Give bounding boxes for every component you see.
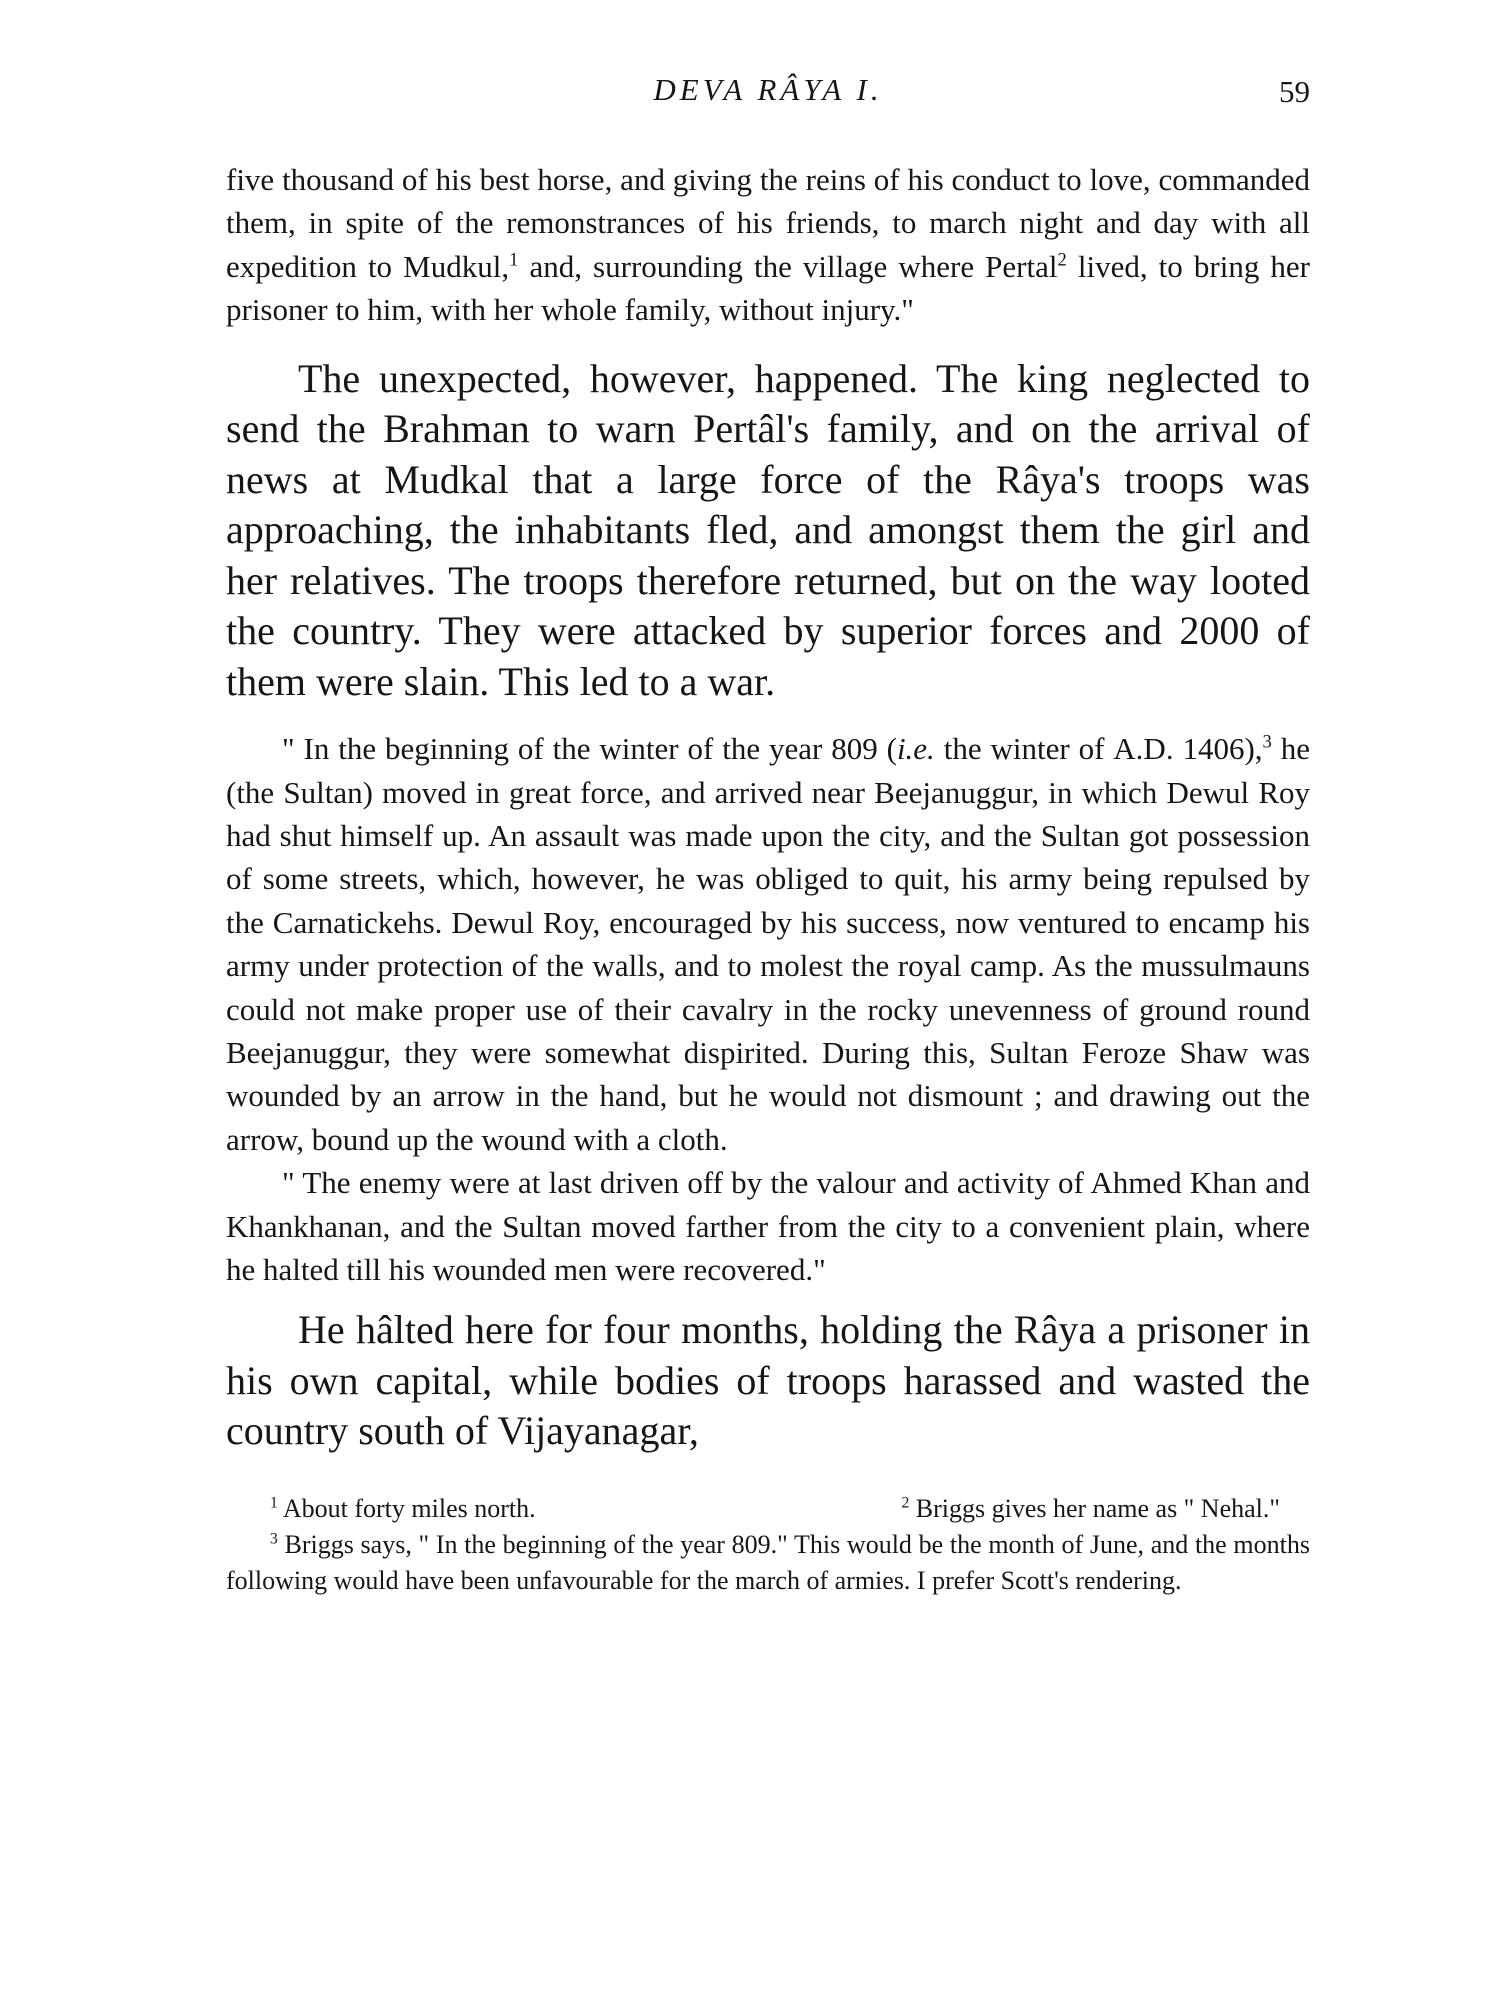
quote-passage-1 [226, 158, 1310, 332]
quote-2-text-b: the winter of [934, 731, 1114, 767]
quote-1-text-c: lived, to bring her prisoner to him, with her whole family, without injury." [226, 248, 1310, 328]
quote-1-text-b: and, surrounding the village where Pertal [518, 248, 1058, 284]
footnote-2 [902, 1491, 1281, 1527]
running-title: DEVA RÂYA I. [653, 72, 883, 107]
footnote-1 [270, 1491, 536, 1527]
footnote-row [226, 1491, 1310, 1527]
footnote-3-mark: 3 [270, 1530, 278, 1548]
footnotes [226, 1491, 1310, 1599]
body-paragraph-2: He hâlted here for four months, holding the Râya a prisoner in his own capital, while bodies of troops harassed and wasted the country south of Vijayanagar, [226, 1307, 1310, 1454]
quote-2-ad: A.D. [1113, 731, 1174, 767]
footnote-marker-1: 1 [509, 249, 519, 271]
footnote-1-text: About forty miles north. [277, 1493, 536, 1523]
running-head [226, 72, 1310, 116]
page-number: 59 [1279, 74, 1310, 109]
quote-passage-2 [226, 727, 1310, 1161]
quote-2-text-a: " In the beginning of the winter of the year 809 ( [282, 731, 897, 767]
footnote-3-text: Briggs says, " In the beginning of the year 809." This would be the month of June, and the months following would have been unfavourable for the march of armies. I prefer Scott's rendering. [226, 1529, 1310, 1595]
footnote-2-text: Briggs gives her name as " Nehal." [909, 1493, 1280, 1523]
body-paragraph-1: The unexpected, however, happened. The king neglected to send the Brahman to warn Pertâl's family, and on the arrival of news at Mudkal that a large force of the Râya's troops was approaching, the inhabitants fled, and amongst them the girl and her relatives. The troops therefore returned, but on the way looted the country. They were attacked by superior forces and 2000 of them were slain. This led to a war. [226, 355, 1310, 704]
quote-2-text-d: he (the Sultan) moved in great force, and arrived near Beejanuggur, in which Dewul Roy had shut himself up. An assault was made upon the city, and the Sultan got possession of some streets, which, however, he was obliged to quit, his army being repulsed by the Carnatickehs. Dewul Roy, encouraged by his success, now ventured to encamp his army under protection of the walls, and to molest the royal camp. As the mussulmauns could not make proper use of their cavalry in the rocky unevenness of ground round Beejanuggur, they were somewhat dispirited. During this, Sultan Feroze Shaw was wounded by an arrow in the hand, but he would not dismount ; and drawing out the arrow, bound up the wound with a cloth. [226, 731, 1310, 1157]
quote-passage-3: " The enemy were at last driven off by the valour and activity of Ahmed Khan and Khankhanan, and the Sultan moved farther from the city to a convenient plain, where he halted till his wounded men were recovered." [226, 1165, 1310, 1287]
footnote-1-mark: 1 [270, 1494, 278, 1512]
footnote-2-mark: 2 [901, 1494, 910, 1512]
book-page [226, 72, 1310, 1599]
footnote-marker-3: 3 [1262, 731, 1272, 753]
quote-2-ie: i.e. [896, 731, 935, 767]
quote-2-text-c: 1406), [1173, 731, 1263, 767]
footnote-marker-2: 2 [1057, 249, 1067, 271]
footnote-3 [226, 1527, 1310, 1599]
quote-1-text-a: five thousand of his best horse, and giving the reins of his conduct to love, commanded them, in spite of the remonstrances of his friends, to march night and day with all expedition to Mudkul, [226, 162, 1310, 284]
